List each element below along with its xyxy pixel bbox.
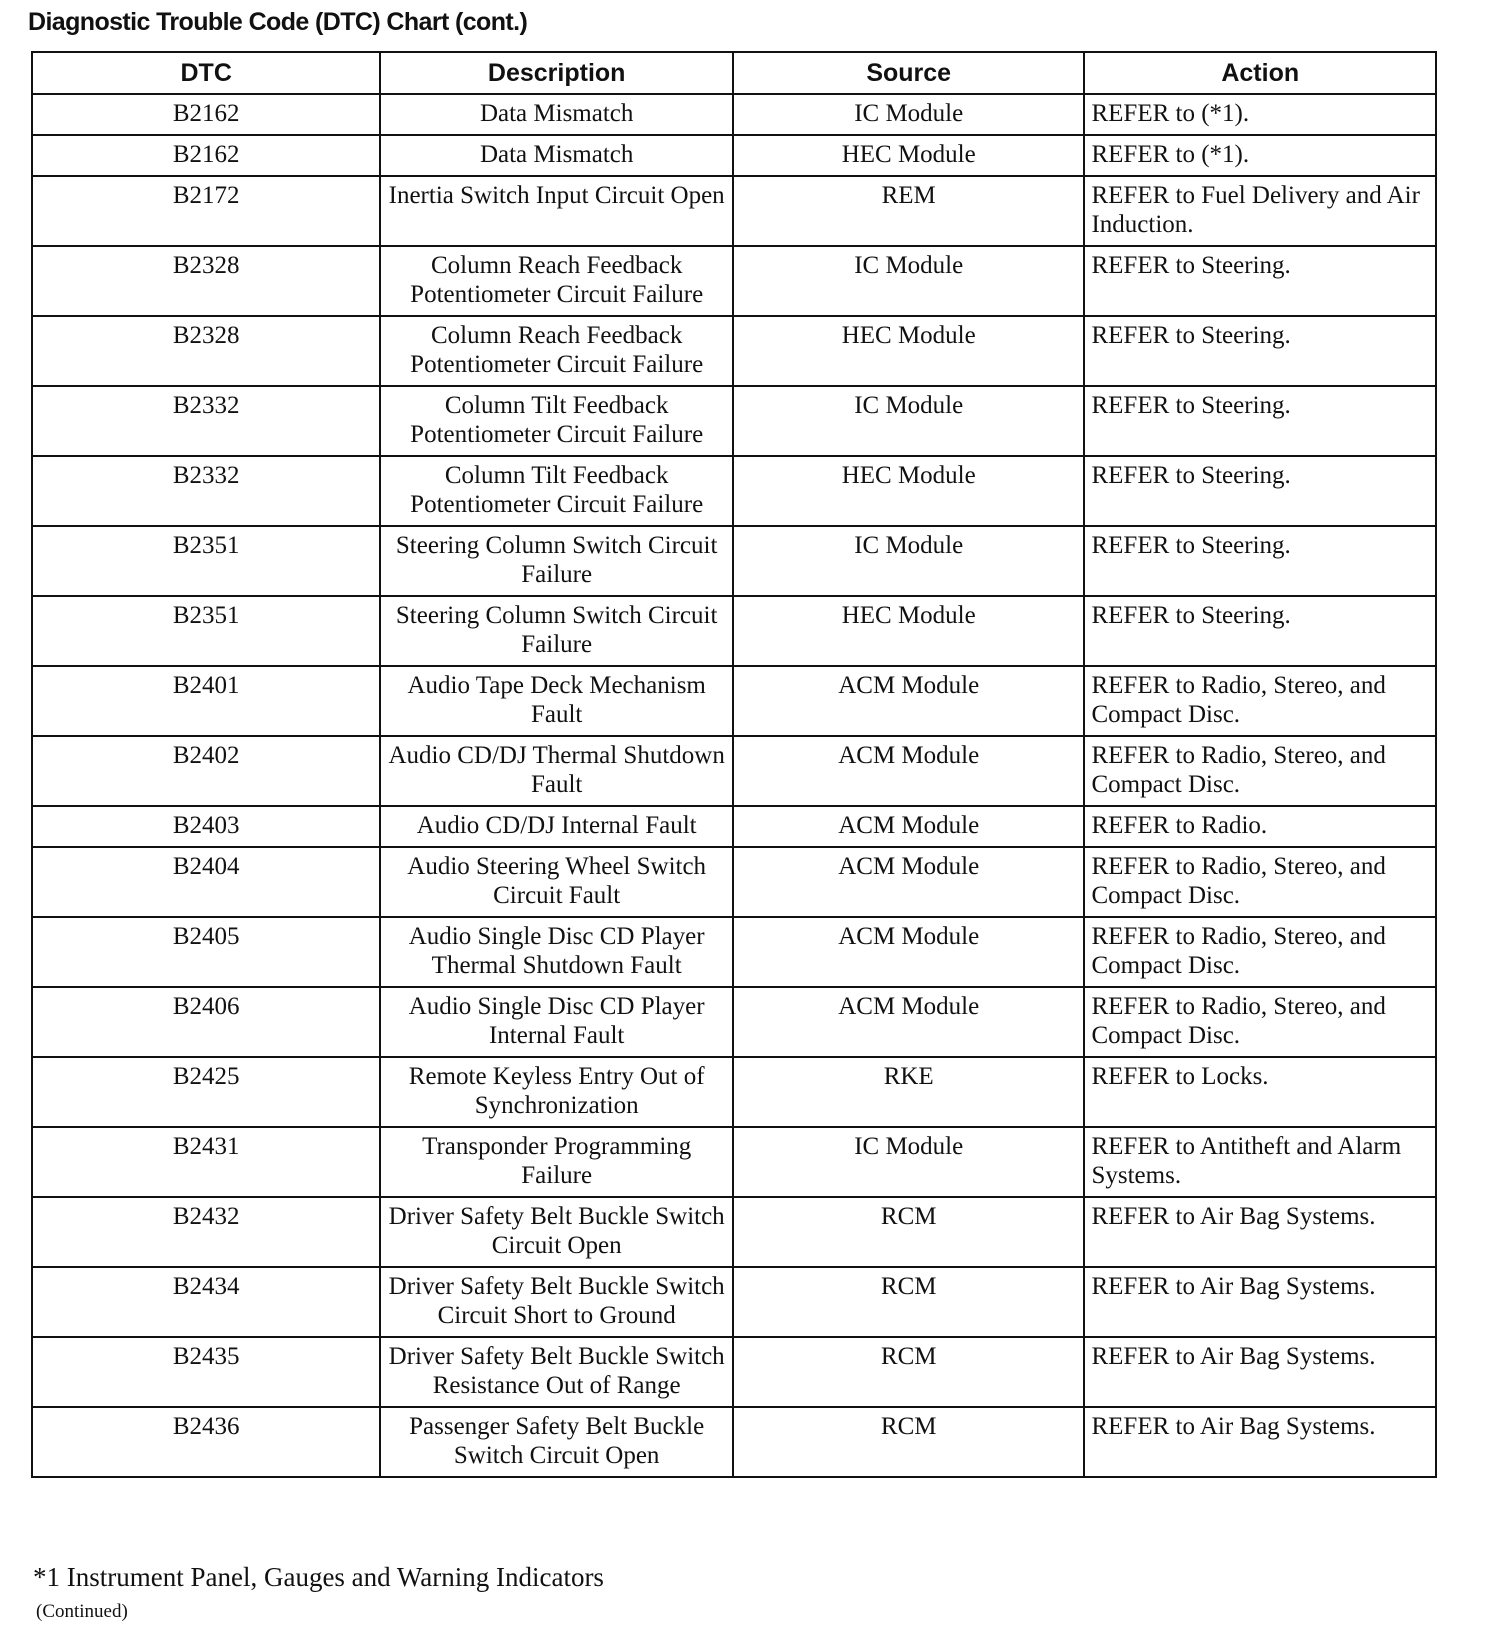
footnote: *1 Instrument Panel, Gauges and Warning Indicators [33,1562,604,1592]
cell-dtc: B2328 [32,316,380,386]
cell-action: REFER to (*1). [1084,94,1436,135]
cell-description: Driver Safety Belt Buckle Switch Circuit Short to Ground [380,1267,733,1337]
cell-dtc: B2172 [32,176,380,246]
cell-action: REFER to Radio, Stereo, and Compact Disc. [1084,987,1436,1057]
cell-action: REFER to Radio, Stereo, and Compact Disc. [1084,666,1436,736]
cell-description: Remote Keyless Entry Out of Synchronization [380,1057,733,1127]
cell-dtc: B2431 [32,1127,380,1197]
cell-description: Inertia Switch Input Circuit Open [380,176,733,246]
cell-source: RCM [733,1337,1085,1407]
cell-dtc: B2404 [32,847,380,917]
cell-dtc: B2435 [32,1337,380,1407]
cell-action: REFER to Air Bag Systems. [1084,1267,1436,1337]
table-row [32,666,1436,736]
continued-note: (Continued) [36,1601,128,1622]
cell-description: Driver Safety Belt Buckle Switch Resistance Out of Range [380,1337,733,1407]
cell-dtc: B2425 [32,1057,380,1127]
table-row [32,456,1436,526]
table-row [32,316,1436,386]
cell-source: ACM Module [733,666,1085,736]
cell-action: REFER to Air Bag Systems. [1084,1197,1436,1267]
cell-description: Audio Steering Wheel Switch Circuit Fault [380,847,733,917]
cell-source: REM [733,176,1085,246]
cell-action: REFER to Steering. [1084,386,1436,456]
table-row [32,1197,1436,1267]
cell-source: RKE [733,1057,1085,1127]
cell-dtc: B2332 [32,456,380,526]
cell-description: Audio CD/DJ Thermal Shutdown Fault [380,736,733,806]
cell-dtc: B2401 [32,666,380,736]
cell-action: REFER to Air Bag Systems. [1084,1337,1436,1407]
cell-source: RCM [733,1267,1085,1337]
table-row [32,176,1436,246]
cell-source: IC Module [733,1127,1085,1197]
cell-description: Audio Single Disc CD Player Internal Fault [380,987,733,1057]
cell-description: Data Mismatch [380,94,733,135]
cell-action: REFER to Radio. [1084,806,1436,847]
cell-description: Passenger Safety Belt Buckle Switch Circuit Open [380,1407,733,1477]
table-row [32,1407,1436,1477]
cell-source: HEC Module [733,596,1085,666]
cell-source: IC Module [733,526,1085,596]
table-row [32,1127,1436,1197]
cell-description: Driver Safety Belt Buckle Switch Circuit Open [380,1197,733,1267]
cell-dtc: B2351 [32,526,380,596]
cell-source: IC Module [733,246,1085,316]
table-row [32,386,1436,456]
cell-action: REFER to Fuel Delivery and Air Induction. [1084,176,1436,246]
page-title: Diagnostic Trouble Code (DTC) Chart (cont.) [28,8,528,36]
column-header-source: Source [733,52,1085,94]
cell-dtc: B2403 [32,806,380,847]
cell-source: IC Module [733,94,1085,135]
cell-source: HEC Module [733,316,1085,386]
cell-action: REFER to Steering. [1084,456,1436,526]
cell-description: Column Reach Feedback Potentiometer Circuit Failure [380,246,733,316]
cell-action: REFER to Steering. [1084,526,1436,596]
table-row [32,135,1436,176]
table-row [32,1057,1436,1127]
cell-action: REFER to Air Bag Systems. [1084,1407,1436,1477]
cell-source: ACM Module [733,847,1085,917]
cell-description: Audio CD/DJ Internal Fault [380,806,733,847]
cell-source: ACM Module [733,736,1085,806]
cell-source: RCM [733,1197,1085,1267]
table-row [32,94,1436,135]
table-row [32,526,1436,596]
table-row [32,847,1436,917]
cell-source: HEC Module [733,456,1085,526]
cell-action: REFER to Antitheft and Alarm Systems. [1084,1127,1436,1197]
cell-action: REFER to Radio, Stereo, and Compact Disc. [1084,847,1436,917]
column-header-action: Action [1084,52,1436,94]
cell-dtc: B2406 [32,987,380,1057]
column-header-dtc: DTC [32,52,380,94]
cell-description: Column Tilt Feedback Potentiometer Circuit Failure [380,456,733,526]
cell-action: REFER to Radio, Stereo, and Compact Disc. [1084,736,1436,806]
cell-description: Audio Single Disc CD Player Thermal Shutdown Fault [380,917,733,987]
cell-dtc: B2328 [32,246,380,316]
cell-action: REFER to Steering. [1084,246,1436,316]
cell-dtc: B2436 [32,1407,380,1477]
cell-action: REFER to (*1). [1084,135,1436,176]
cell-description: Transponder Programming Failure [380,1127,733,1197]
cell-dtc: B2434 [32,1267,380,1337]
cell-action: REFER to Radio, Stereo, and Compact Disc. [1084,917,1436,987]
cell-description: Column Tilt Feedback Potentiometer Circuit Failure [380,386,733,456]
cell-source: ACM Module [733,987,1085,1057]
cell-source: IC Module [733,386,1085,456]
cell-source: ACM Module [733,917,1085,987]
table-row [32,1267,1436,1337]
column-header-description: Description [380,52,733,94]
table-row [32,987,1436,1057]
cell-dtc: B2405 [32,917,380,987]
cell-description: Steering Column Switch Circuit Failure [380,526,733,596]
cell-description: Steering Column Switch Circuit Failure [380,596,733,666]
cell-action: REFER to Steering. [1084,596,1436,666]
cell-dtc: B2432 [32,1197,380,1267]
cell-source: HEC Module [733,135,1085,176]
table-row [32,736,1436,806]
cell-description: Audio Tape Deck Mechanism Fault [380,666,733,736]
table-body [32,94,1436,1477]
cell-source: ACM Module [733,806,1085,847]
table-row [32,246,1436,316]
cell-dtc: B2351 [32,596,380,666]
table-row [32,596,1436,666]
cell-description: Data Mismatch [380,135,733,176]
cell-description: Column Reach Feedback Potentiometer Circuit Failure [380,316,733,386]
cell-action: REFER to Steering. [1084,316,1436,386]
cell-dtc: B2162 [32,94,380,135]
table-row [32,917,1436,987]
cell-dtc: B2332 [32,386,380,456]
cell-dtc: B2162 [32,135,380,176]
cell-action: REFER to Locks. [1084,1057,1436,1127]
dtc-table [31,51,1437,1478]
table-row [32,1337,1436,1407]
table-row [32,806,1436,847]
cell-source: RCM [733,1407,1085,1477]
table-header-row [32,52,1436,94]
cell-dtc: B2402 [32,736,380,806]
